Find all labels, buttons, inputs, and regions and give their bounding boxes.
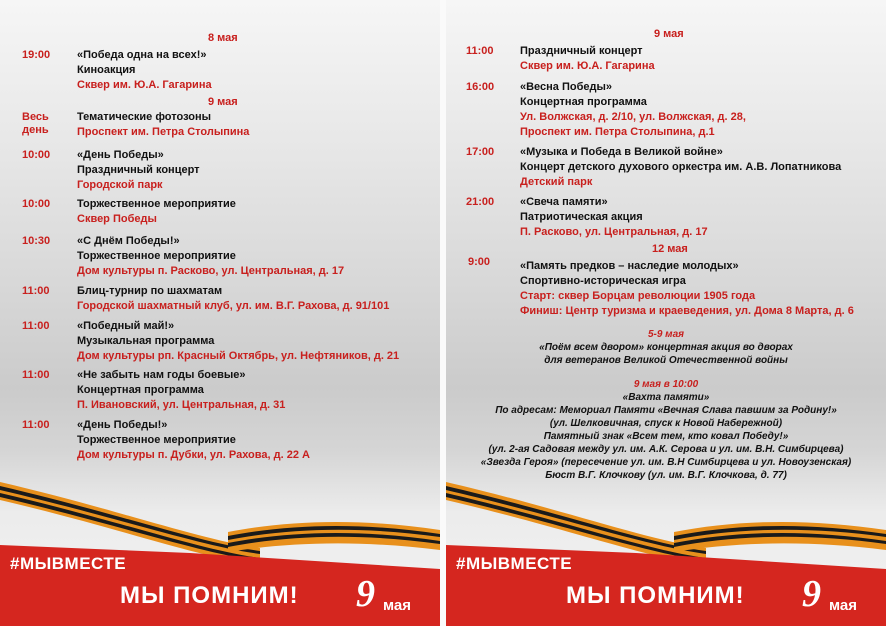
event-place: П. Ивановский, ул. Центральная, д. 31 bbox=[77, 399, 286, 411]
event-type: Концертная программа bbox=[77, 384, 204, 396]
event-item bbox=[77, 197, 236, 227]
event-time: 16:00 bbox=[466, 81, 495, 93]
event-place: Сквер им. Ю.А. Гагарина bbox=[520, 60, 655, 72]
event-item bbox=[77, 368, 285, 413]
section-date: 9 мая bbox=[208, 96, 238, 108]
event-place: Городской парк bbox=[77, 179, 163, 191]
event-title: Тематические фотозоны bbox=[77, 111, 212, 123]
event-type: Концертная программа bbox=[520, 96, 647, 108]
event-place: Детский парк bbox=[520, 176, 593, 188]
event-place: Старт: сквер Борцам революции 1905 года bbox=[520, 290, 756, 302]
section-date: 8 мая bbox=[208, 32, 238, 44]
event-item bbox=[77, 284, 389, 314]
event-place: Дом культуры п. Дубки, ул. Рахова, д. 22 А bbox=[77, 449, 310, 461]
right-schedule bbox=[446, 0, 886, 490]
event-title: «День Победы!» bbox=[77, 419, 168, 431]
event-type: Праздничный концерт bbox=[77, 164, 200, 176]
right-poster-panel bbox=[446, 0, 886, 626]
event-item bbox=[520, 80, 746, 140]
event-time: 19:00 bbox=[22, 49, 51, 61]
event-place: Проспект им. Петра Столыпина, д.1 bbox=[520, 126, 715, 138]
section-date: 9 мая в 10:00 bbox=[633, 379, 699, 390]
italic-line: (ул. Шелковичная, спуск к Новой Набережной) bbox=[549, 418, 783, 429]
event-title: «Музыка и Победа в Великой войне» bbox=[520, 146, 723, 158]
italic-line: «Звезда Героя» (пересечение ул. им. В.Н Симбирцева и ул. Новоузенская) bbox=[480, 457, 852, 468]
event-item bbox=[520, 259, 854, 319]
event-type: Патриотическая акция bbox=[520, 211, 643, 223]
month-text: мая bbox=[383, 597, 411, 614]
event-type: Концерт детского духового оркестра им. А.В. Лопатникова bbox=[520, 161, 842, 173]
event-item bbox=[520, 195, 708, 240]
event-title: Праздничный концерт bbox=[520, 45, 643, 57]
event-time: 10:00 bbox=[22, 198, 51, 210]
event-type: Спортивно-историческая игра bbox=[520, 275, 686, 287]
event-time: 11:00 bbox=[22, 285, 50, 297]
italic-line: (ул. 2-ая Садовая между ул. им. А.К. Серова и ул. им. В.Н. Симбирцева) bbox=[488, 444, 844, 455]
event-place: Финиш: Центр туризма и краеведения, ул. Дома 8 Марта, д. 6 bbox=[520, 305, 854, 317]
event-place: Городской шахматный клуб, ул. им. В.Г. Рахова, д. 91/101 bbox=[77, 300, 390, 312]
section-date: 9 мая bbox=[654, 28, 684, 40]
event-type: Киноакция bbox=[77, 64, 136, 76]
event-time: 11:00 bbox=[22, 320, 50, 332]
event-time: 17:00 bbox=[466, 146, 495, 158]
event-place: П. Расково, ул. Центральная, д. 17 bbox=[520, 226, 708, 238]
month-text: мая bbox=[829, 597, 857, 614]
event-place: Дом культуры рп. Красный Октябрь, ул. Нефтяников, д. 21 bbox=[77, 350, 400, 362]
section-date: 5-9 мая bbox=[647, 329, 685, 340]
event-time: 10:30 bbox=[22, 235, 51, 247]
italic-line: «Вахта памяти» bbox=[622, 392, 710, 403]
event-type: Торжественное мероприятие bbox=[77, 434, 236, 446]
event-item bbox=[77, 418, 310, 463]
italic-line: Памятный знак «Всем тем, кто ковал Победу!» bbox=[543, 431, 789, 442]
event-title: «Память предков – наследие молодых» bbox=[520, 260, 739, 272]
event-type: Музыкальная программа bbox=[77, 335, 215, 347]
event-time: 11:00 bbox=[466, 45, 494, 57]
event-place: Дом культуры п. Расково, ул. Центральная, д. 17 bbox=[77, 265, 345, 277]
event-place: Сквер им. Ю.А. Гагарина bbox=[77, 79, 212, 91]
event-place: Ул. Волжская, д. 2/10, ул. Волжская, д. 28, bbox=[520, 111, 746, 123]
event-item bbox=[77, 148, 200, 193]
event-time: Весь день bbox=[22, 111, 49, 136]
event-title: «Победа одна на всех!» bbox=[77, 49, 207, 61]
italic-line: «Поём всем двором» концертная акция во дворах bbox=[539, 342, 793, 353]
event-title: «Не забыть нам годы боевые» bbox=[77, 369, 246, 381]
left-schedule bbox=[0, 0, 440, 490]
event-title: «Свеча памяти» bbox=[520, 196, 608, 208]
hashtag-text: #МЫВМЕСТЕ bbox=[456, 554, 573, 573]
left-poster-panel bbox=[0, 0, 440, 626]
hashtag-text: #МЫВМЕСТЕ bbox=[10, 554, 127, 573]
event-place: Проспект им. Петра Столыпина bbox=[77, 126, 250, 138]
event-title: «День Победы» bbox=[77, 149, 164, 161]
slogan-text: МЫ ПОМНИМ! bbox=[566, 582, 745, 609]
memory-watch-block bbox=[446, 378, 886, 482]
event-time: 21:00 bbox=[466, 196, 495, 208]
slogan-text: МЫ ПОМНИМ! bbox=[120, 582, 299, 609]
event-place: Сквер Победы bbox=[77, 213, 157, 225]
event-time: 10:00 bbox=[22, 149, 51, 161]
event-type: Торжественное мероприятие bbox=[77, 250, 236, 262]
section-date: 12 мая bbox=[652, 243, 688, 255]
day-number: 9 bbox=[356, 573, 375, 615]
event-time: 11:00 bbox=[22, 369, 50, 381]
italic-line: Бюст В.Г. Клочкову (ул. им. В.Г. Клочкова, д. 77) bbox=[545, 470, 787, 481]
event-item bbox=[77, 110, 249, 140]
event-item bbox=[77, 48, 212, 93]
event-title: «Победный май!» bbox=[77, 320, 175, 332]
courtyard-concert-block bbox=[446, 328, 886, 367]
event-time: 11:00 bbox=[22, 419, 50, 431]
italic-line: для ветеранов Великой Отечественной войны bbox=[544, 355, 788, 366]
day-number: 9 bbox=[802, 573, 821, 615]
event-title: «Весна Победы» bbox=[520, 81, 613, 93]
event-time: 9:00 bbox=[468, 256, 491, 268]
event-title: Торжественное мероприятие bbox=[77, 198, 236, 210]
event-item bbox=[77, 319, 399, 364]
event-item bbox=[520, 44, 655, 74]
event-item bbox=[77, 234, 344, 279]
italic-line: По адресам: Мемориал Памяти «Вечная Слава павшим за Родину!» bbox=[495, 405, 837, 416]
event-title: Блиц-турнир по шахматам bbox=[77, 285, 223, 297]
event-item bbox=[520, 145, 841, 190]
event-title: «С Днём Победы!» bbox=[77, 235, 180, 247]
